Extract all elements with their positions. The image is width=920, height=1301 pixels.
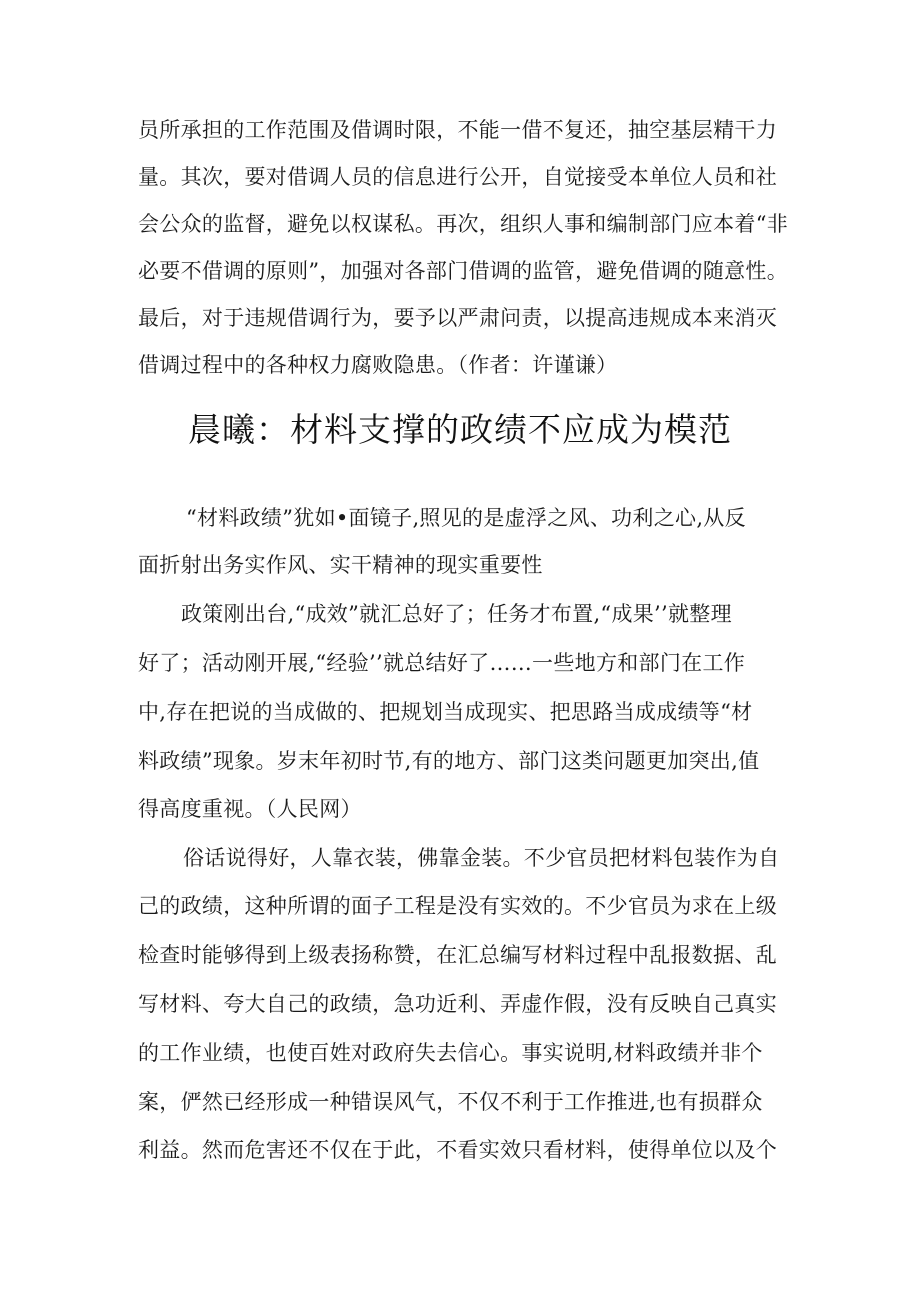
lead-line-1: “材料政绩”犹如•面镜子,照见的是虚浮之风、功利之心,从反 (186, 506, 746, 530)
para3-line-4: 写材料、夸大自己的政绩，急功近利、弄虚作假，没有反映自己真实 (138, 992, 777, 1016)
para3-line-6: 案，俨然已经形成一种错误风气，不仅不利于工作推进,也有损群众 (138, 1090, 763, 1114)
intro-line-3: 会公众的监督，避免以权谋私。再次，组织人事和编制部门应本着“非 (138, 212, 789, 236)
intro-line-5: 最后，对于违规借调行为，要予以严肃问责，以提高违规成本来消灭 (138, 306, 777, 330)
para2-line-1: 政策刚出台,“成效”就汇总好了；任务才布置,“成果’’就整理 (181, 602, 732, 626)
intro-line-2: 量。其次，要对借调人员的信息进行公开，自觉接受本单位人员和社 (138, 165, 777, 189)
para3-line-2: 己的政绩，这种所谓的面子工程是没有实效的。不少官员为求在上级 (138, 894, 777, 918)
para3-line-7: 利益。然而危害还不仅在于此，不看实效只看材料，使得单位以及个 (138, 1138, 777, 1162)
para3-line-1: 俗话说得好，人靠衣装，佛靠金装。不少官员把材料包装作为自 (183, 846, 780, 870)
intro-line-1: 员所承担的工作范围及借调时限，不能一借不复还，抽空基层精干力 (138, 118, 777, 142)
para2-line-2: 好了；活动刚开展,“经验’’就总结好了……一些地方和部门在工作 (138, 651, 746, 675)
para2-line-4: 料政绩”现象。岁末年初时节,有的地方、部门这类问题更加突出,值 (138, 749, 760, 773)
intro-line-6: 借调过程中的各种权力腐败隐患。（作者：许谨谦） (138, 353, 618, 377)
lead-line-2: 面折射出务实作风、实干精神的现实重要性 (138, 553, 543, 577)
para2-line-3: 中,存在把说的当成做的、把规划当成现实、把思路当成成绩等“材 (138, 700, 753, 724)
para3-line-5: 的工作业绩，也使百姓对政府失去信心。事实说明,材料政绩并非个 (138, 1041, 763, 1065)
article-title: 晨曦：材料支撑的政绩不应成为模范 (188, 410, 732, 449)
intro-line-4: 必要不借调的原则”，加强对各部门借调的监管，避免借调的随意性。 (138, 259, 789, 283)
para3-line-3: 检查时能够得到上级表扬称赞，在汇总编写材料过程中乱报数据、乱 (138, 943, 777, 967)
para2-line-5: 得高度重视。（人民网） (138, 797, 362, 821)
